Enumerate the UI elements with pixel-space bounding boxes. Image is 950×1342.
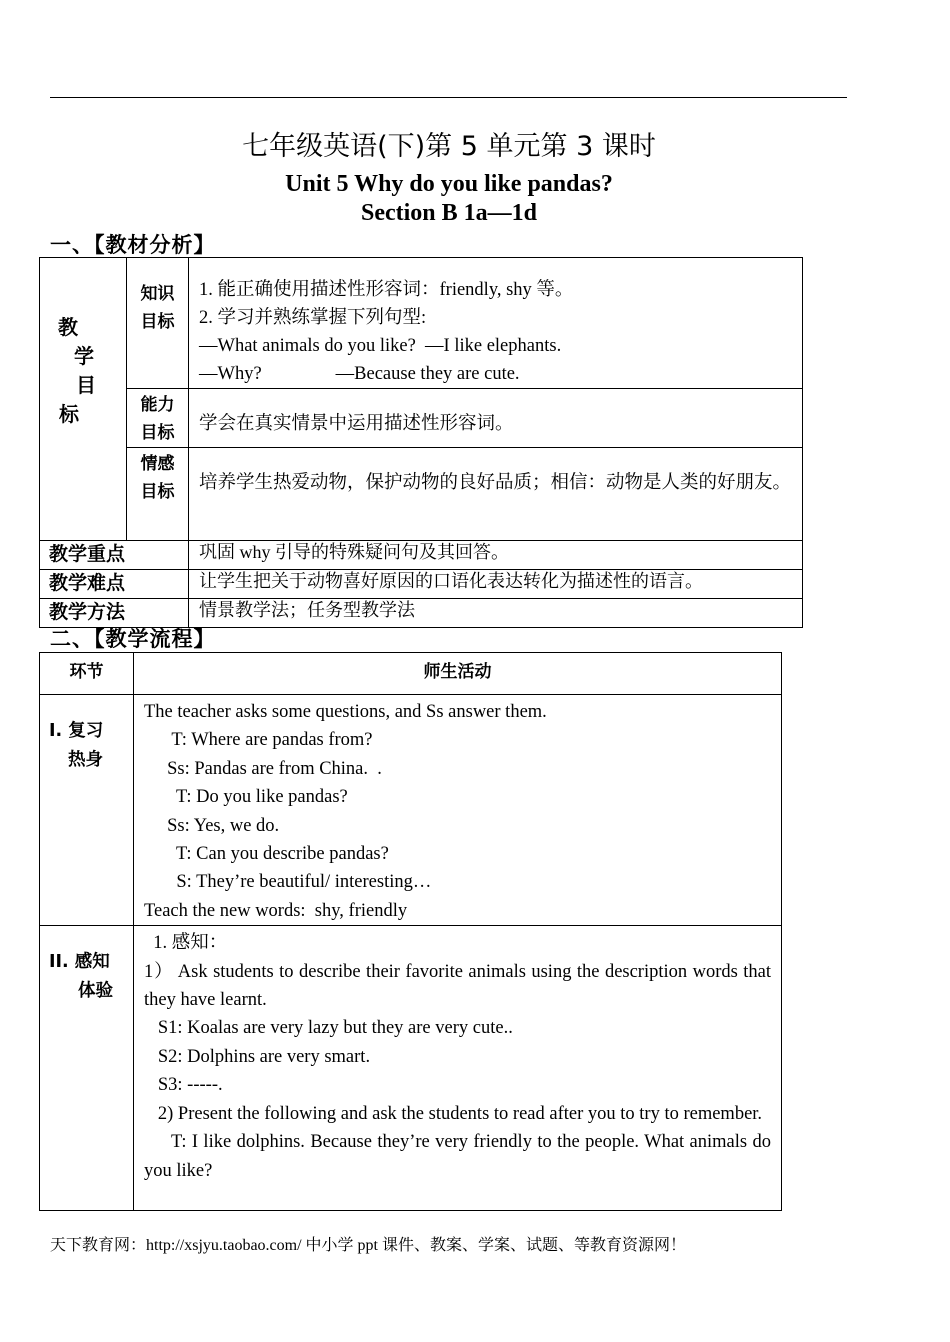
emotion-goal-content: 培养学生热爱动物，保护动物的良好品质；相信：动物是人类的好朋友。 — [189, 448, 803, 541]
method-label: 教学方法 — [40, 599, 189, 628]
activity-line: Teach the new words: shy, friendly — [144, 900, 408, 921]
activity-line: S: They’re beautiful/ interesting… — [144, 872, 432, 893]
knowledge-line: 2. 学习并熟练掌握下列句型: — [199, 308, 427, 328]
teaching-goals-label: 教 学 目 标 — [40, 258, 127, 541]
key-point-value: 巩固 why 引导的特殊疑问句及其回答。 — [189, 541, 803, 570]
stage-perception-activities — [134, 926, 782, 1211]
section-heading-analysis: 一、【教材分析】 — [50, 233, 216, 257]
activity-paragraph: S2: Dolphins are very smart. — [144, 1046, 371, 1067]
activity-line: T: Where are pandas from? — [144, 730, 373, 751]
activity-paragraph: S3: -----. — [144, 1075, 223, 1096]
activity-paragraph: 1. 感知： — [144, 933, 228, 954]
activity-line: Ss: Yes, we do. — [144, 815, 280, 836]
knowledge-line: 1. 能正确使用描述性形容词：friendly, shy 等。 — [199, 280, 574, 300]
section-subtitle: Section B 1a—1d — [360, 200, 537, 226]
knowledge-goal-content — [189, 258, 803, 389]
section-heading-process: 二、【教学流程】 — [50, 627, 216, 651]
analysis-table — [39, 257, 803, 628]
difficulty-value: 让学生把关于动物喜好原因的口语化表达转化为描述性的语言。 — [189, 570, 803, 599]
process-table — [39, 652, 782, 1211]
key-point-label: 教学重点 — [40, 541, 189, 570]
stage-perception-experience: II. 感知 体验 — [40, 926, 134, 1211]
activity-line: The teacher asks some questions, and Ss answer them. — [144, 702, 547, 722]
activity-paragraph: 2) Present the following and ask the students to read after you to try to remember. — [144, 1103, 763, 1124]
knowledge-goal-label: 知识 目标 — [127, 258, 189, 389]
activity-line: Ss: Pandas are from China. . — [144, 758, 382, 779]
activity-column-header: 师生活动 — [134, 653, 782, 695]
activity-line: T: Can you describe pandas? — [144, 844, 389, 865]
activity-paragraph: S1: Koalas are very lazy but they are very cute.. — [144, 1018, 513, 1039]
emotion-goal-label: 情感 目标 — [127, 448, 189, 541]
unit-title: Unit 5 Why do you like pandas? — [285, 171, 613, 197]
activity-paragraph: 1） Ask students to describe their favorite animals using the description words that they have learnt. — [144, 961, 771, 1011]
activity-paragraph: T: I like dolphins. Because they’re very friendly to the people. What animals do you like? — [144, 1132, 776, 1181]
top-rule — [50, 97, 847, 98]
stage-column-header: 环节 — [40, 653, 134, 695]
footer-note: 天下教育网：http://xsjyu.taobao.com/ 中小学 ppt 课件、教案、学案、试题、等教育资源网！ — [50, 1237, 686, 1254]
page-title: 七年级英语(下)第 5 单元第 3 课时 — [242, 131, 656, 162]
activity-line: T: Do you like pandas? — [144, 787, 348, 808]
ability-goal-label: 能力 目标 — [127, 389, 189, 448]
difficulty-label: 教学难点 — [40, 570, 189, 599]
stage-review-activities — [134, 695, 782, 926]
knowledge-line: —What animals do you like? —I like elephants. — [199, 336, 562, 356]
method-value: 情景教学法；任务型教学法 — [189, 599, 803, 628]
stage-review-warmup: I. 复习 热身 — [40, 695, 134, 926]
ability-goal-content: 学会在真实情景中运用描述性形容词。 — [189, 389, 803, 448]
knowledge-line: —Why? —Because they are cute. — [199, 364, 520, 384]
